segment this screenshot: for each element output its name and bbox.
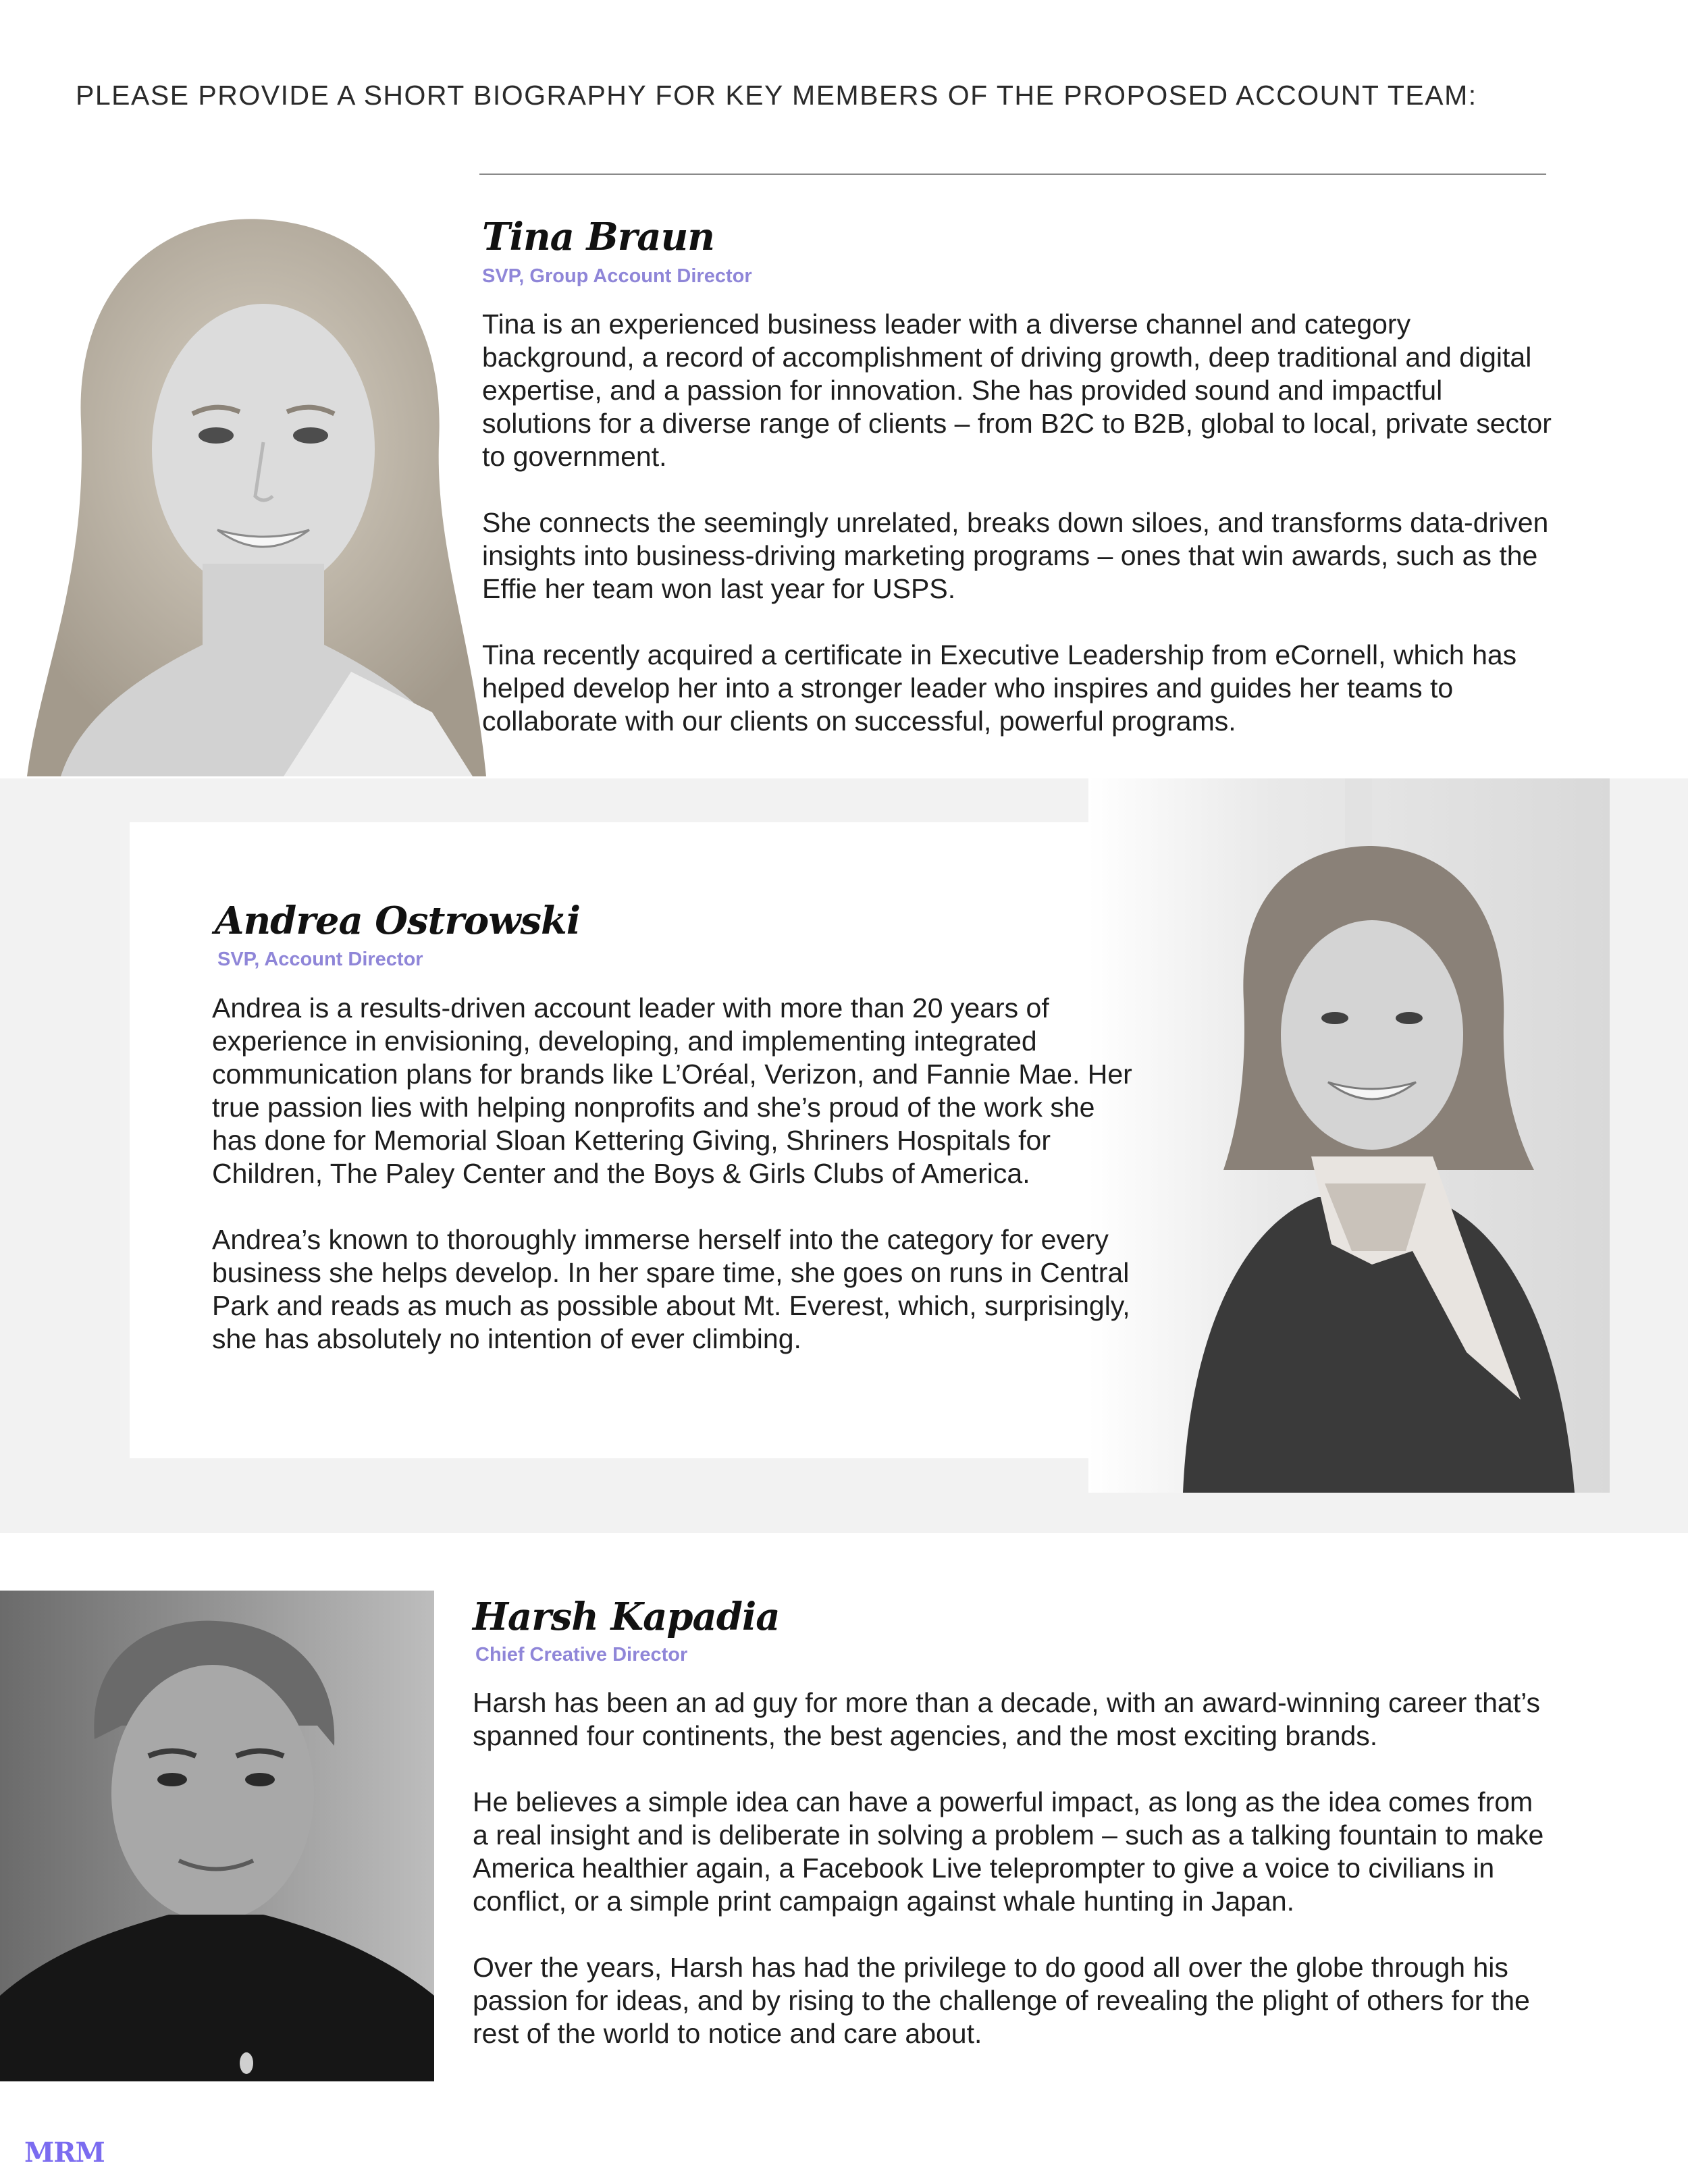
member-role: Chief Creative Director xyxy=(475,1644,688,1666)
bio-paragraph: Tina recently acquired a certificate in Executive Leadership from eCornell, which has helped develop her into a stronger leader who inspires and guides her teams to collaborate with our clients on successful, powerful programs. xyxy=(482,639,1517,737)
member-name: Andrea Ostrowski xyxy=(215,899,581,943)
member-name: Harsh Kapadia xyxy=(473,1595,780,1639)
harsh-kapadia-portrait xyxy=(0,1591,434,2081)
bio-paragraph: Over the years, Harsh has had the privilege to do good all over the globe through his passion for ideas, and by rising to the challenge of revealing the plight of others for the rest of the world to notice and care about. xyxy=(473,1952,1530,2049)
tina-braun-portrait xyxy=(0,199,540,776)
andrea-ostrowski-portrait xyxy=(1088,778,1610,1493)
bio-paragraph: He believes a simple idea can have a powerful impact, as long as the idea comes from a real insight and is deliberate in solving a problem – such as a talking fountain to make America healthier again, a Facebook Live teleprompter to give a voice to civilians in conflict, or a simple print campaign against whale hunting in Japan. xyxy=(473,1786,1544,1917)
bio-paragraph: She connects the seemingly unrelated, breaks down siloes, and transforms data-driven insights into business-driving marketing programs – ones that win awards, such as the Effie her team won last year for USPS. xyxy=(482,507,1549,604)
bio-paragraph: Andrea is a results-driven account leader with more than 20 years of experience in envisioning, developing, and implementing integrated communication plans for brands like L’Oréal, Verizon, and Fannie Mae. Her true passion lies with helping nonprofits and she’s proud of the work she has done for Memorial Sloan Kettering Giving, Shriners Hospitals for Children, The Paley Center and the Boys & Girls Clubs of America. xyxy=(212,992,1132,1189)
member-role: SVP, Group Account Director xyxy=(482,265,752,287)
page-title: PLEASE PROVIDE A SHORT BIOGRAPHY FOR KEY MEMBERS OF THE PROPOSED ACCOUNT TEAM: xyxy=(76,80,1477,111)
member-name: Tina Braun xyxy=(482,215,714,259)
member-bio xyxy=(482,308,1556,738)
bio-paragraph: Andrea’s known to thoroughly immerse herself into the category for every business she helps develop. In her spare time, she goes on runs in Central Park and reads as much as possible about Mt. Everest, which, surprisingly, she has absolutely no intention of ever climbing. xyxy=(212,1224,1130,1354)
member-bio xyxy=(212,992,1137,1356)
member-bio xyxy=(473,1686,1553,2050)
bio-paragraph: Tina is an experienced business leader with a diverse channel and category background, a record of accomplishment of driving growth, deep traditional and digital expertise, and a passion for innovation. She has provided sound and impactful solutions for a diverse range of clients – from B2C to B2B, global to local, private sector to government. xyxy=(482,309,1552,472)
header-divider xyxy=(479,174,1546,175)
company-logo: MRM xyxy=(24,2137,105,2168)
member-role: SVP, Account Director xyxy=(217,949,423,970)
bio-paragraph: Harsh has been an ad guy for more than a decade, with an award-winning career that’s spanned four continents, the best agencies, and the most exciting brands. xyxy=(473,1687,1540,1751)
